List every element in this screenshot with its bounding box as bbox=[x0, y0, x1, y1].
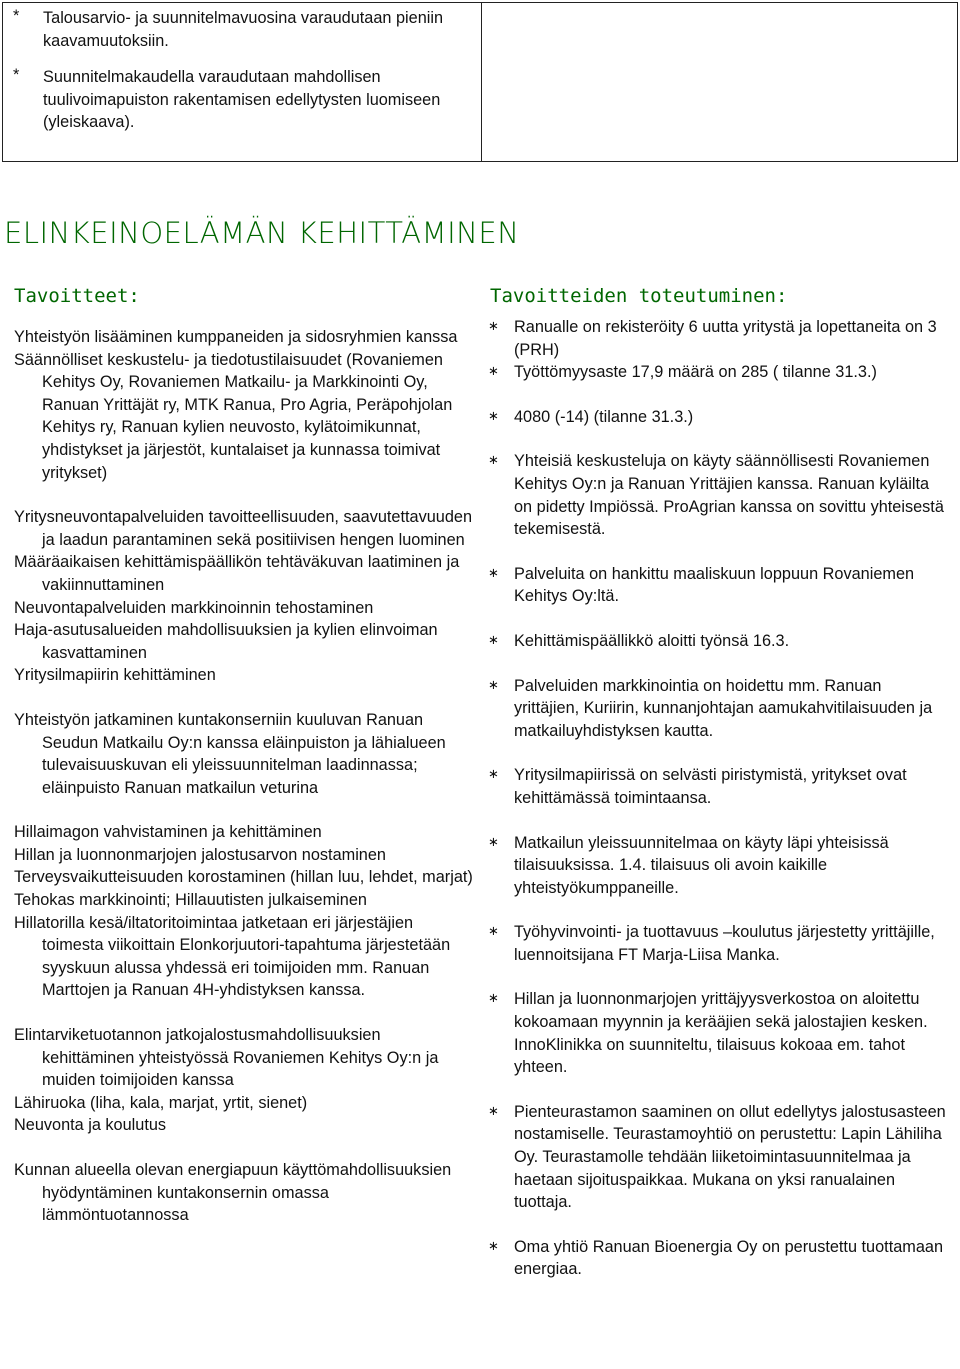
outcome-item: ∗ Yritysilmapiirissä on selvästi piristymistä, yritykset ovat kehittämässä toimintaansa. bbox=[488, 766, 907, 807]
goal-item: Kunnan alueella olevan energiapuun käyttömahdollisuuksien hyödyntäminen kuntakonsernin omassa lämmöntuotannossa bbox=[14, 1161, 452, 1225]
asterisk-icon: ∗ bbox=[488, 408, 499, 424]
outcome-item: ∗ Oma yhtiö Ranuan Bioenergia Oy on perustettu tuottamaan energiaa. bbox=[488, 1237, 943, 1279]
asterisk-icon: ∗ bbox=[488, 319, 499, 334]
goal-item: Yritysilmapiirin kehittäminen bbox=[14, 666, 216, 685]
asterisk-icon: ∗ bbox=[488, 834, 499, 850]
asterisk-icon: ∗ bbox=[488, 364, 499, 380]
outcome-item: ∗ Kehittämispäällikkö aloitti työnsä 16.3. bbox=[488, 630, 950, 653]
goals-column bbox=[14, 326, 476, 1227]
top-box-left-cell bbox=[11, 7, 476, 134]
goal-item: Elintarviketuotannon jatkojalostusmahdollisuuksien kehittäminen yhteistyössä Rovaniemen Kehitys Oy:n ja muiden toimijoiden kanssa bbox=[14, 1026, 439, 1090]
goal-item: Yhteistyön lisääminen kumppaneiden ja sidosryhmien kanssa bbox=[14, 328, 458, 346]
asterisk-icon: ∗ bbox=[488, 924, 499, 940]
top-box-table bbox=[2, 2, 958, 162]
outcome-item: ∗ Työttömyysaste 17,9 määrä on 285 ( tilanne 31.3.) bbox=[488, 361, 950, 384]
goal-item: Yhteistyön jatkaminen kuntakonserniin kuuluvan Ranuan Seudun Matkailu Oy:n kanssa eläinpuiston ja lähialueen tulevaisuuskuvan eli yleissuunnitelman laadinnassa; eläinpuisto Ranuan matkailun veturina bbox=[14, 710, 446, 797]
asterisk-icon: ∗ bbox=[488, 632, 499, 648]
outcome-item: ∗ Yhteisiä keskusteluja on käyty säännöllisesti Rovaniemen Kehitys Oy:n ja Ranuan Yrittäjien kanssa. Ranuan kyläilta on pidetty Impiössä. ProAgrian kanssa on sovittu yhteisestä tekemisestä. bbox=[488, 452, 944, 539]
asterisk-icon: ∗ bbox=[488, 767, 499, 783]
goal-item: Terveysvaikutteisuuden korostaminen (hillan luu, lehdet, marjat) bbox=[14, 868, 473, 887]
goal-item: Hillaimagon vahvistaminen ja kehittäminen bbox=[14, 823, 322, 842]
asterisk-icon: * bbox=[13, 7, 20, 25]
top-box-item: * Talousarvio- ja suunnitelmavuosina varaudutaan pieniin kaavamuutoksiin. bbox=[13, 7, 444, 50]
asterisk-icon: ∗ bbox=[488, 991, 499, 1007]
goal-item: Yritysneuvontapalveluiden tavoitteellisuuden, saavutettavuuden ja laadun parantaminen sekä positiivisen hengen luominen bbox=[14, 508, 472, 549]
goal-item: Säännölliset keskustelu- ja tiedotustilaisuudet (Rovaniemen Kehitys Oy, Rovaniemen Matkailu- ja Markkinointi Oy, Ranuan Yrittäjät ry, MTK Ranua, Pro Agria, Peräpohjolan Kehitys ry, Ranuan kylien neuvosto, kylätoimikunnat, yhdistykset ja järjestöt, kuntalaiset ja kunnassa toimivat yritykset) bbox=[14, 350, 453, 482]
asterisk-icon: ∗ bbox=[488, 677, 499, 693]
goal-item: Neuvontapalveluiden markkinoinnin tehostaminen bbox=[14, 598, 374, 617]
top-box-item: * Suunnitelmakaudella varaudutaan mahdollisen tuulivoimapuiston rakentamisen edellytysten luomiseen (yleiskaava). bbox=[13, 66, 441, 131]
outcome-item: ∗ Matkailun yleissuunnitelmaa on käyty läpi yhteisissä tilaisuuksissa. 1.4. tilaisuus oli avoin kaikille yhteistyökumppaneille. bbox=[488, 833, 889, 897]
outcome-item: ∗ Palveluita on hankittu maaliskuun loppuun Rovaniemen Kehitys Oy:ltä. bbox=[488, 564, 915, 606]
asterisk-icon: * bbox=[13, 66, 20, 84]
outcome-item: ∗ 4080 (-14) (tilanne 31.3.) bbox=[488, 406, 950, 429]
asterisk-icon: ∗ bbox=[488, 1238, 499, 1254]
table-divider bbox=[481, 3, 482, 161]
goals-heading: Tavoitteet: bbox=[14, 285, 140, 307]
asterisk-icon: ∗ bbox=[488, 453, 499, 469]
outcomes-column bbox=[488, 316, 950, 1281]
outcome-item: ∗ Palveluiden markkinointia on hoidettu mm. Ranuan yrittäjien, Kuriirin, kunnanjohtajan aamukahvitilaisuuden ja matkailuyhdistyksen kautta. bbox=[488, 676, 933, 740]
outcome-item: ∗ Ranualle on rekisteröity 6 uutta yritystä ja lopettaneita on 3 (PRH) bbox=[488, 318, 937, 359]
outcome-item: ∗ Pienteurastamon saaminen on ollut edellytys jalostusasteen nostamiselle. Teurastamoyhtiö on perustettu: Lapin Lähiliha Oy. Teurastamolle tehdään liiketoimintasuunnitelmaa ja haetaan sijoituspaikkaa. Mukana on yksi ranualainen tuottaja. bbox=[488, 1102, 946, 1212]
goal-item: Hillan ja luonnonmarjojen jalostusarvon nostaminen bbox=[14, 845, 386, 864]
section-title: ELINKEINOELÄMÄN KEHITTÄMINEN bbox=[4, 216, 520, 250]
goal-item: Neuvonta ja koulutus bbox=[14, 1116, 167, 1135]
goal-item: Määräaikaisen kehittämispäällikön tehtäväkuvan laatiminen ja vakiinnuttaminen bbox=[14, 553, 460, 594]
goal-item: Lähiruoka (liha, kala, marjat, yrtit, sienet) bbox=[14, 1093, 308, 1112]
goal-item: Hillatorilla kesä/iltatoritoimintaa jatketaan eri järjestäjien toimesta viikoittain Elonkorjuutori-tapahtuma järjestetään syyskuun alussa yhdessä eri toimijoiden mm. Ranuan Marttojen ja Ranuan 4H-yhdistyksen kanssa. bbox=[14, 913, 451, 1000]
outcome-item: ∗ Työhyvinvointi- ja tuottavuus –koulutus järjestetty yrittäjille, luennoitsijana FT Marja-Liisa Manka. bbox=[488, 923, 935, 964]
goal-item: Tehokas markkinointi; Hillauutisten julkaiseminen bbox=[14, 891, 367, 910]
goal-item: Haja-asutusalueiden mahdollisuuksien ja kylien elinvoiman kasvattaminen bbox=[14, 621, 438, 662]
outcome-item: ∗ Hillan ja luonnonmarjojen yrittäjyysverkostoa on aloitettu kokoamaan myynnin ja kerääjien sekä jalostajien kesken. InnoKlinikka on suunniteltu, tilaisuus kokoaa em. tahot yhteen. bbox=[488, 990, 928, 1077]
asterisk-icon: ∗ bbox=[488, 1103, 499, 1119]
outcomes-heading: Tavoitteiden toteutuminen: bbox=[490, 285, 788, 307]
asterisk-icon: ∗ bbox=[488, 565, 499, 581]
